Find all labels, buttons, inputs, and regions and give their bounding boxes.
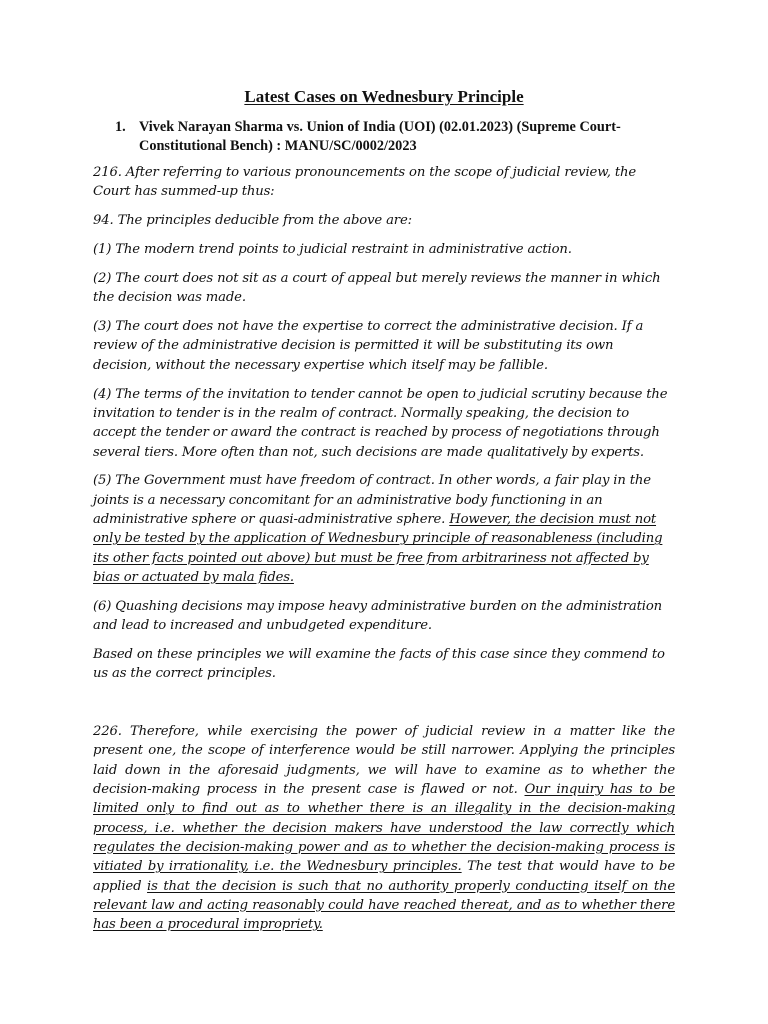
principle-5 [93, 471, 675, 587]
principle-6: (6) Quashing decisions may impose heavy administrative burden on the administration and lead to increased and unbudgeted expenditure. [93, 598, 662, 634]
case-number: 1. [115, 119, 126, 135]
paragraph-gap [93, 693, 675, 722]
paragraph-226-underlined-2: is that the decision is such that no authority properly conducting itself on the relevant law and acting reasonably could have reached thereat, and as to whether there has been a procedural impropriety. [93, 878, 675, 933]
principle-4: (4) The terms of the invitation to tender cannot be open to judicial scrutiny because the invitation to tender is in the realm of contract. Normally speaking, the decision to accept the tender or award the contract is reached by process of negotiations through several tiers. More often than not, such decisions are made qualitatively by experts. [93, 386, 668, 460]
paragraph-226-text-2: The test that would have to be applied [93, 859, 676, 894]
principle-2: (2) The court does not sit as a court of appeal but merely reviews the manner in which the decision was made. [93, 270, 661, 306]
case-citation: Vivek Narayan Sharma vs. Union of India (UOI) (02.01.2023) (Supreme Court-Constitutional Bench) : MANU/SC/0002/2023 [139, 119, 621, 154]
paragraph-216-intro: 216. After referring to various pronouncements on the scope of judicial review, the Court has summed-up thus: [93, 165, 636, 200]
principle-5-underlined: However, the decision must not only be tested by the application of Wednesbury principle of reasonableness (including its other facts pointed out above) but must be free from arbitrariness not affected by bias or actuated by mala fides. [93, 512, 663, 585]
paragraph-226 [93, 722, 675, 934]
paragraph-226-text-1: 226. Therefore, while exercising the power of judicial review in a matter like the present one, the scope of interference would be still narrower. Applying the principles laid down in the aforesaid judgments, we will have to examine as to whether the decision-making process in the present case is flawed or not. [93, 724, 675, 798]
paragraph-conclusion: Based on these principles we will examine the facts of this case since they commend to us as the correct principles. [93, 646, 665, 682]
principle-5-text: (5) The Government must have freedom of contract. In other words, a fair play in the joints is a necessary concomitant for an administrative body functioning in an administrative sphere or quasi-administrative sphere. [93, 473, 651, 528]
paragraph-94-intro: 94. The principles deducible from the above are: [93, 213, 412, 229]
document-body [93, 163, 675, 944]
document-title: Latest Cases on Wednesbury Principle [244, 87, 524, 106]
principle-3: (3) The court does not have the expertise to correct the administrative decision. If a review of the administrative decision is permitted it will be substituting its own decision, without the necessary expertise which itself may be fallible. [93, 319, 644, 373]
paragraph-226-underlined-1: Our inquiry has to be limited only to find out as to whether there is an illegality in the decision-making process, i.e. whether the decision makers have understood the law correctly which regulates the decision-making power and as to whether the decision-making process is vitiated by irrationality, i.e. the Wednesbury principles. [93, 782, 675, 875]
principle-1: (1) The modern trend points to judicial restraint in administrative action. [93, 242, 572, 258]
case-heading [115, 118, 685, 156]
